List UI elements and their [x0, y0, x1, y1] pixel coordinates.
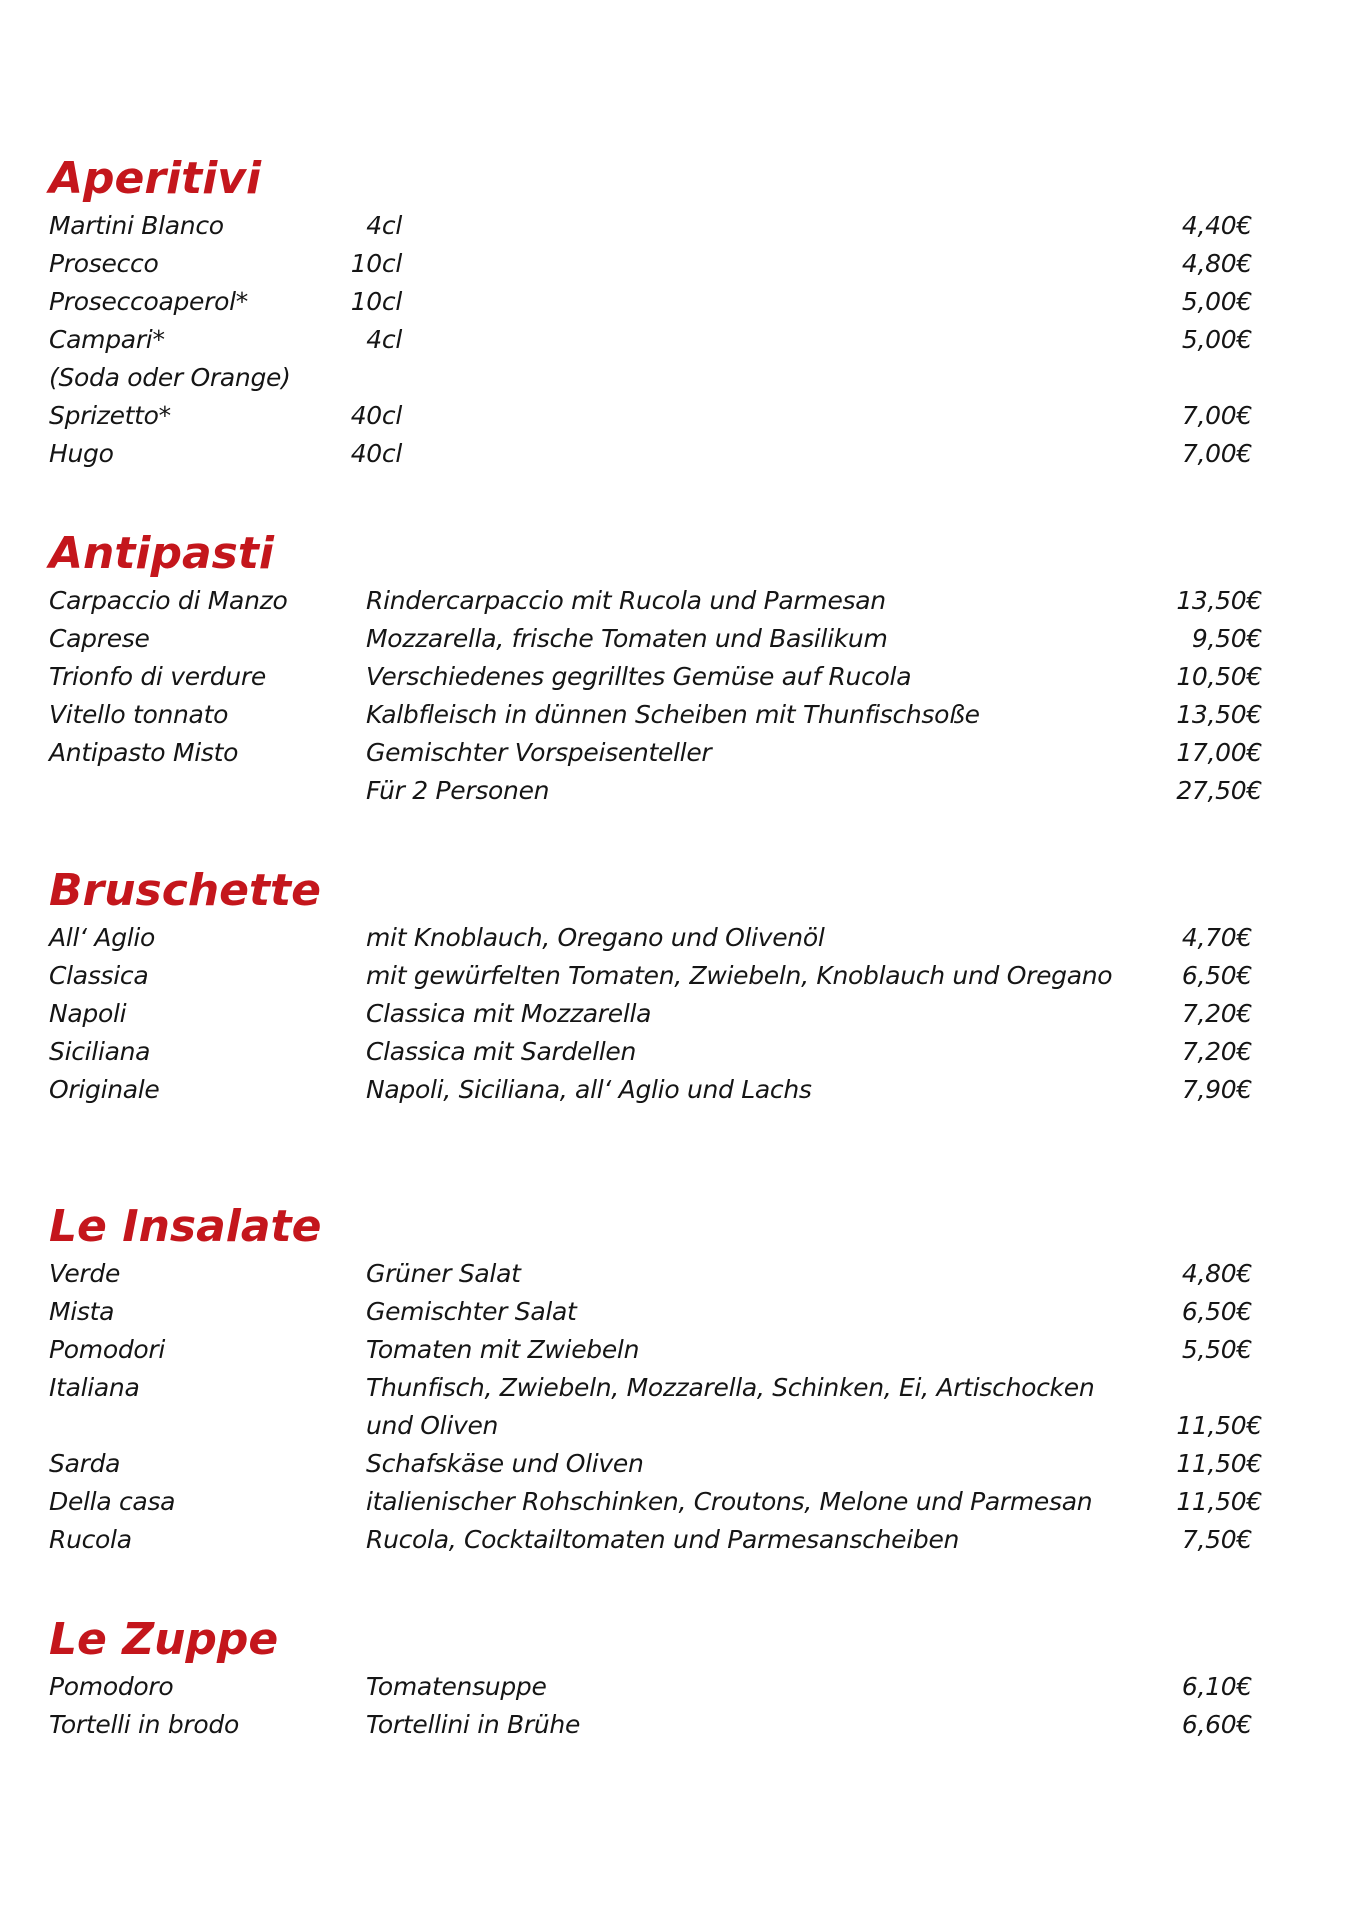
menu-item: [0, 1331, 1357, 1369]
section-title: Le Insalate: [49, 1201, 322, 1252]
item-price: 7,20€: [1181, 999, 1252, 1028]
item-name: All‘ Aglio: [49, 923, 156, 952]
item-volume: 40cl: [350, 439, 402, 468]
item-description: Rindercarpaccio mit Rucola und Parmesan: [366, 586, 886, 615]
menu-item: [0, 397, 1357, 435]
menu-item: [0, 734, 1357, 772]
item-price: 5,00€: [1181, 325, 1252, 354]
item-description: Tomatensuppe: [366, 1672, 547, 1701]
item-price: 17,00€: [1176, 738, 1262, 767]
menu-item: [0, 435, 1357, 473]
item-name: Siciliana: [49, 1037, 151, 1066]
item-description: Tortellini in Brühe: [366, 1710, 581, 1739]
item-price: 11,50€: [1176, 1411, 1262, 1440]
item-name: Originale: [49, 1075, 160, 1104]
item-price: 6,10€: [1181, 1672, 1252, 1701]
item-name: Pomodori: [49, 1335, 166, 1364]
item-name: Hugo: [49, 439, 114, 468]
menu-item: [0, 321, 1357, 359]
item-description: mit gewürfelten Tomaten, Zwiebeln, Knoblauch und Oregano: [366, 961, 1113, 990]
item-price: 6,50€: [1181, 1297, 1252, 1326]
item-description: Tomaten mit Zwiebeln: [366, 1335, 640, 1364]
item-price: 13,50€: [1176, 700, 1262, 729]
item-name: Sprizetto*: [49, 401, 171, 430]
item-volume: 4cl: [366, 211, 402, 240]
menu-item: [0, 582, 1357, 620]
item-name: Antipasto Misto: [49, 738, 239, 767]
menu-item: [0, 1293, 1357, 1331]
item-price: 4,40€: [1181, 211, 1252, 240]
item-price: 4,80€: [1181, 249, 1252, 278]
item-description: Thunfisch, Zwiebeln, Mozzarella, Schinken, Ei, Artischocken: [366, 1373, 1095, 1402]
item-name: Caprese: [49, 624, 150, 653]
item-description: Classica mit Mozzarella: [366, 999, 652, 1028]
item-description: italienischer Rohschinken, Croutons, Melone und Parmesan: [366, 1487, 1093, 1516]
item-price: 6,50€: [1181, 961, 1252, 990]
menu-item: [0, 1483, 1357, 1521]
item-description: Schafskäse und Oliven: [366, 1449, 644, 1478]
menu-item: [0, 283, 1357, 321]
menu-item: [0, 696, 1357, 734]
menu-item: [0, 245, 1357, 283]
item-price: 4,80€: [1181, 1259, 1252, 1288]
item-price: 7,00€: [1181, 439, 1252, 468]
menu-item: [0, 207, 1357, 245]
item-price: 11,50€: [1176, 1487, 1262, 1516]
item-name: Italiana: [49, 1373, 140, 1402]
menu-item: [0, 1369, 1357, 1407]
item-name: Pomodoro: [49, 1672, 174, 1701]
menu-item-continuation: [0, 1407, 1357, 1445]
item-description: Für 2 Personen: [366, 776, 550, 805]
menu-item: [0, 620, 1357, 658]
item-price: 7,50€: [1181, 1525, 1252, 1554]
item-volume: 4cl: [366, 325, 402, 354]
section-title: Le Zuppe: [49, 1614, 279, 1665]
item-name: Carpaccio di Manzo: [49, 586, 288, 615]
item-name: Campari*: [49, 325, 165, 354]
item-name: Proseccoaperol*: [49, 287, 248, 316]
item-volume: 10cl: [350, 287, 402, 316]
menu-item: [0, 1071, 1357, 1109]
menu-item: [0, 658, 1357, 696]
section-title: Bruschette: [49, 865, 321, 916]
item-name: Prosecco: [49, 249, 159, 278]
item-description: Mozzarella, frische Tomaten und Basilikum: [366, 624, 888, 653]
item-description: Classica mit Sardellen: [366, 1037, 637, 1066]
item-name: Rucola: [49, 1525, 132, 1554]
item-price: 11,50€: [1176, 1449, 1262, 1478]
item-description: Gemischter Salat: [366, 1297, 577, 1326]
item-description: mit Knoblauch, Oregano und Olivenöl: [366, 923, 825, 952]
item-price: 4,70€: [1181, 923, 1252, 952]
item-description: Gemischter Vorspeisenteller: [366, 738, 712, 767]
section-title: Aperitivi: [49, 153, 262, 204]
menu-item: [0, 1445, 1357, 1483]
item-name: Classica: [49, 961, 149, 990]
item-name: Verde: [49, 1259, 121, 1288]
item-price: 7,90€: [1181, 1075, 1252, 1104]
menu-item: [0, 1706, 1357, 1744]
item-description: Rucola, Cocktailtomaten und Parmesanscheiben: [366, 1525, 960, 1554]
item-price: 7,20€: [1181, 1037, 1252, 1066]
menu-item: [0, 1033, 1357, 1071]
item-name: Napoli: [49, 999, 127, 1028]
item-name: Della casa: [49, 1487, 176, 1516]
item-name: (Soda oder Orange): [49, 363, 291, 392]
item-description: Napoli, Siciliana, all‘ Aglio und Lachs: [366, 1075, 812, 1104]
item-price: 5,00€: [1181, 287, 1252, 316]
menu-item: [0, 1255, 1357, 1293]
item-price: 5,50€: [1181, 1335, 1252, 1364]
menu-item: [0, 1668, 1357, 1706]
item-price: 27,50€: [1176, 776, 1262, 805]
menu-item: [0, 1521, 1357, 1559]
item-volume: 10cl: [350, 249, 402, 278]
menu-item: [0, 957, 1357, 995]
item-description: Grüner Salat: [366, 1259, 521, 1288]
menu-item: [0, 919, 1357, 957]
item-description: Verschiedenes gegrilltes Gemüse auf Rucola: [366, 662, 912, 691]
menu-item-note: [0, 359, 1357, 397]
item-name: Sarda: [49, 1449, 121, 1478]
item-volume: 40cl: [350, 401, 402, 430]
item-description: und Oliven: [366, 1411, 499, 1440]
item-name: Vitello tonnato: [49, 700, 229, 729]
item-description: Kalbfleisch in dünnen Scheiben mit Thunfischsoße: [366, 700, 980, 729]
menu-item: [0, 772, 1357, 810]
item-name: Tortelli in brodo: [49, 1710, 239, 1739]
item-name: Mista: [49, 1297, 115, 1326]
item-price: 13,50€: [1176, 586, 1262, 615]
section-title: Antipasti: [49, 528, 274, 579]
item-price: 6,60€: [1181, 1710, 1252, 1739]
item-price: 10,50€: [1176, 662, 1262, 691]
item-name: Trionfo di verdure: [49, 662, 266, 691]
item-price: 7,00€: [1181, 401, 1252, 430]
item-name: Martini Blanco: [49, 211, 224, 240]
menu-item: [0, 995, 1357, 1033]
item-price: 9,50€: [1191, 624, 1262, 653]
